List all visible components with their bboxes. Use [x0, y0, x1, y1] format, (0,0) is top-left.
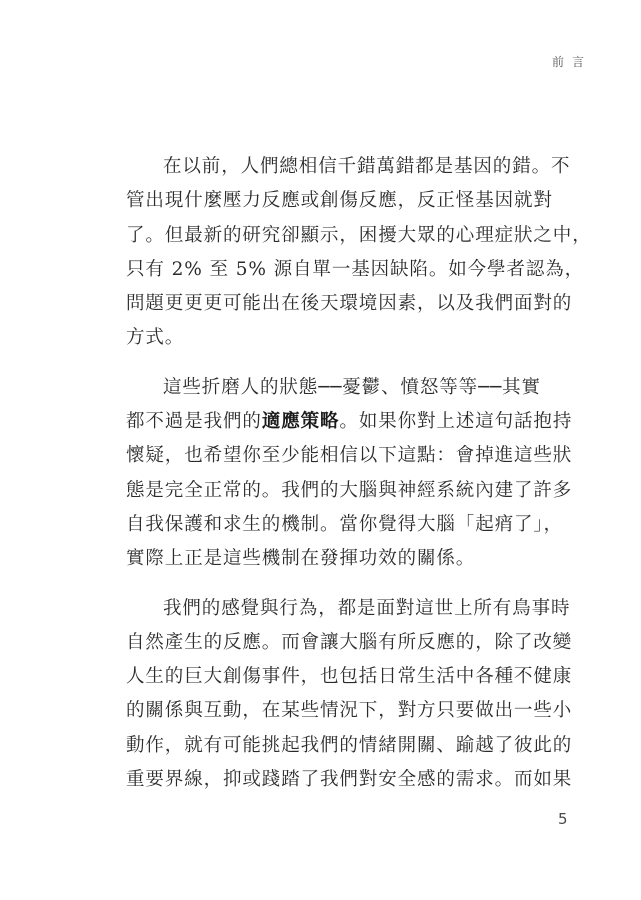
text-line: 管出現什麼壓力反應或創傷反應，反正怪基因就對 — [126, 190, 553, 212]
paragraph — [126, 371, 573, 577]
text-line: 動作，就有可能挑起我們的情緒開關、踰越了彼此的 — [126, 734, 573, 756]
text-line: 問題更更更可能出在後天環境因素，以及我們面對的 — [126, 293, 573, 315]
text-line: 重要界線，抑或踐踏了我們對安全感的需求。而如果 — [126, 769, 573, 791]
emphasis-term: 適應策略 — [261, 411, 340, 433]
text-line: 了。但最新的研究卻顯示，困擾大眾的心理症狀之中， — [126, 224, 592, 246]
paragraph-spacer — [126, 577, 532, 592]
paragraph — [126, 592, 573, 798]
text-line: 懷疑，也希望你至少能相信以下這點：會掉進這些狀 — [126, 445, 573, 467]
text-line: 我們的感覺與行為，都是面對這世上所有鳥事時 — [163, 597, 571, 619]
text-line: 的關係與互動，在某些情況下，對方只要做出一些小 — [126, 700, 573, 722]
text-line: 自然產生的反應。而會讓大腦有所反應的，除了改變 — [126, 631, 573, 653]
page-number: 5 — [558, 810, 568, 828]
paragraph-spacer — [126, 356, 532, 371]
running-head: 前言 — [551, 55, 592, 69]
paragraph — [126, 150, 592, 356]
text-line: 只有 2% 至 5% 源自單一基因缺陷。如今學者認為， — [126, 258, 585, 280]
text-segment: 。如果你對上述這句話抱持 — [339, 411, 573, 433]
text-line: 實際上正是這些機制在發揮功效的關係。 — [126, 548, 476, 570]
text-line: 方式。 — [126, 327, 185, 349]
body-text — [126, 150, 592, 797]
text-line: 在以前，人們總相信千錯萬錯都是基因的錯。不 — [163, 156, 571, 177]
text-segment: 都不過是我們的 — [126, 411, 262, 433]
text-line-with-emphasis — [126, 405, 573, 439]
text-line: 這些折磨人的狀態──憂鬱、憤怒等等──其實 — [163, 376, 541, 398]
text-line: 自我保護和求生的機制。當你覺得大腦「起痟了」， — [126, 513, 563, 535]
text-line: 人生的巨大創傷事件，也包括日常生活中各種不健康 — [126, 666, 573, 688]
text-line: 態是完全正常的。我們的大腦與神經系統內建了許多 — [126, 479, 573, 501]
